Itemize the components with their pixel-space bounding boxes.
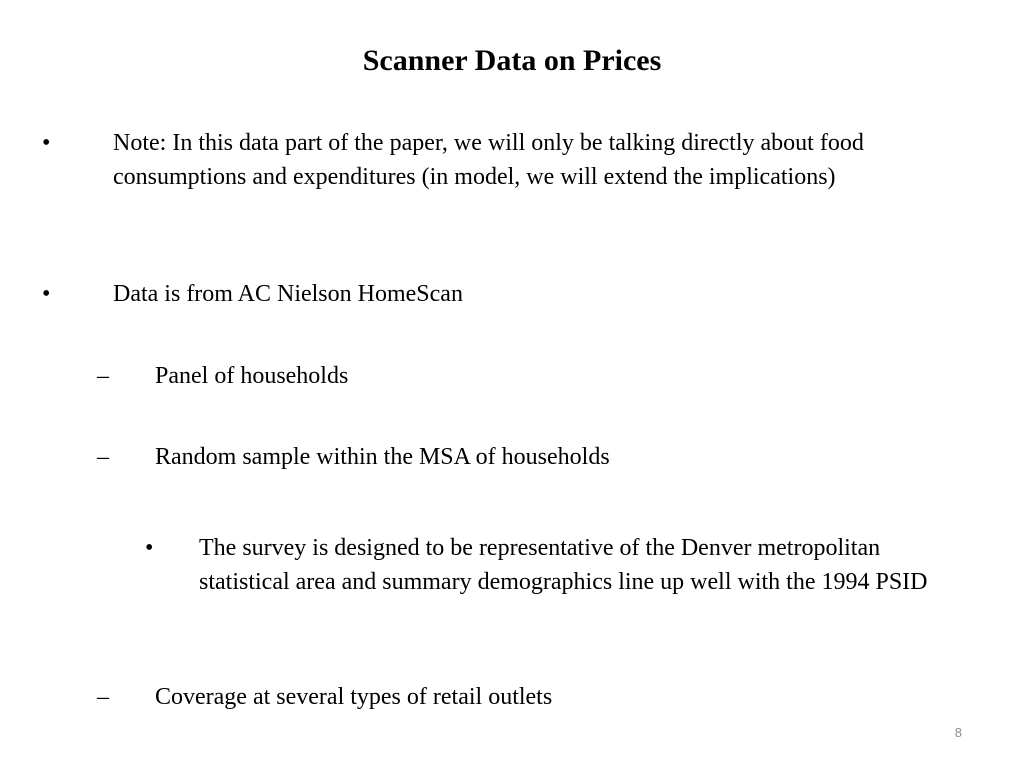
- dash-marker: –: [97, 363, 109, 389]
- bullet-marker: •: [145, 535, 154, 561]
- sub-item-coverage-text: Coverage at several types of retail outlets: [155, 684, 553, 710]
- dash-marker: –: [97, 444, 109, 470]
- bullet-data-source-text: Data is from AC Nielson HomeScan: [113, 281, 463, 307]
- bullet-note-text: Note: In this data part of the paper, we will only be talking directly about food consumptions and expenditures (in model, we will extend the implications): [113, 130, 864, 190]
- slide-title: Scanner Data on Prices: [362, 44, 662, 77]
- bullet-marker: •: [42, 281, 51, 307]
- sub-item-random-sample-text: Random sample within the MSA of households: [155, 444, 610, 470]
- sub-sub-item-survey-text: The survey is designed to be representative of the Denver metropolitan statistical area and summary demographics line up well with the 1994 PSID: [199, 535, 928, 595]
- dash-marker: –: [97, 684, 109, 710]
- sub-item-panel-text: Panel of households: [155, 363, 349, 389]
- bullet-marker: •: [42, 130, 51, 156]
- page-number: 8: [954, 725, 962, 740]
